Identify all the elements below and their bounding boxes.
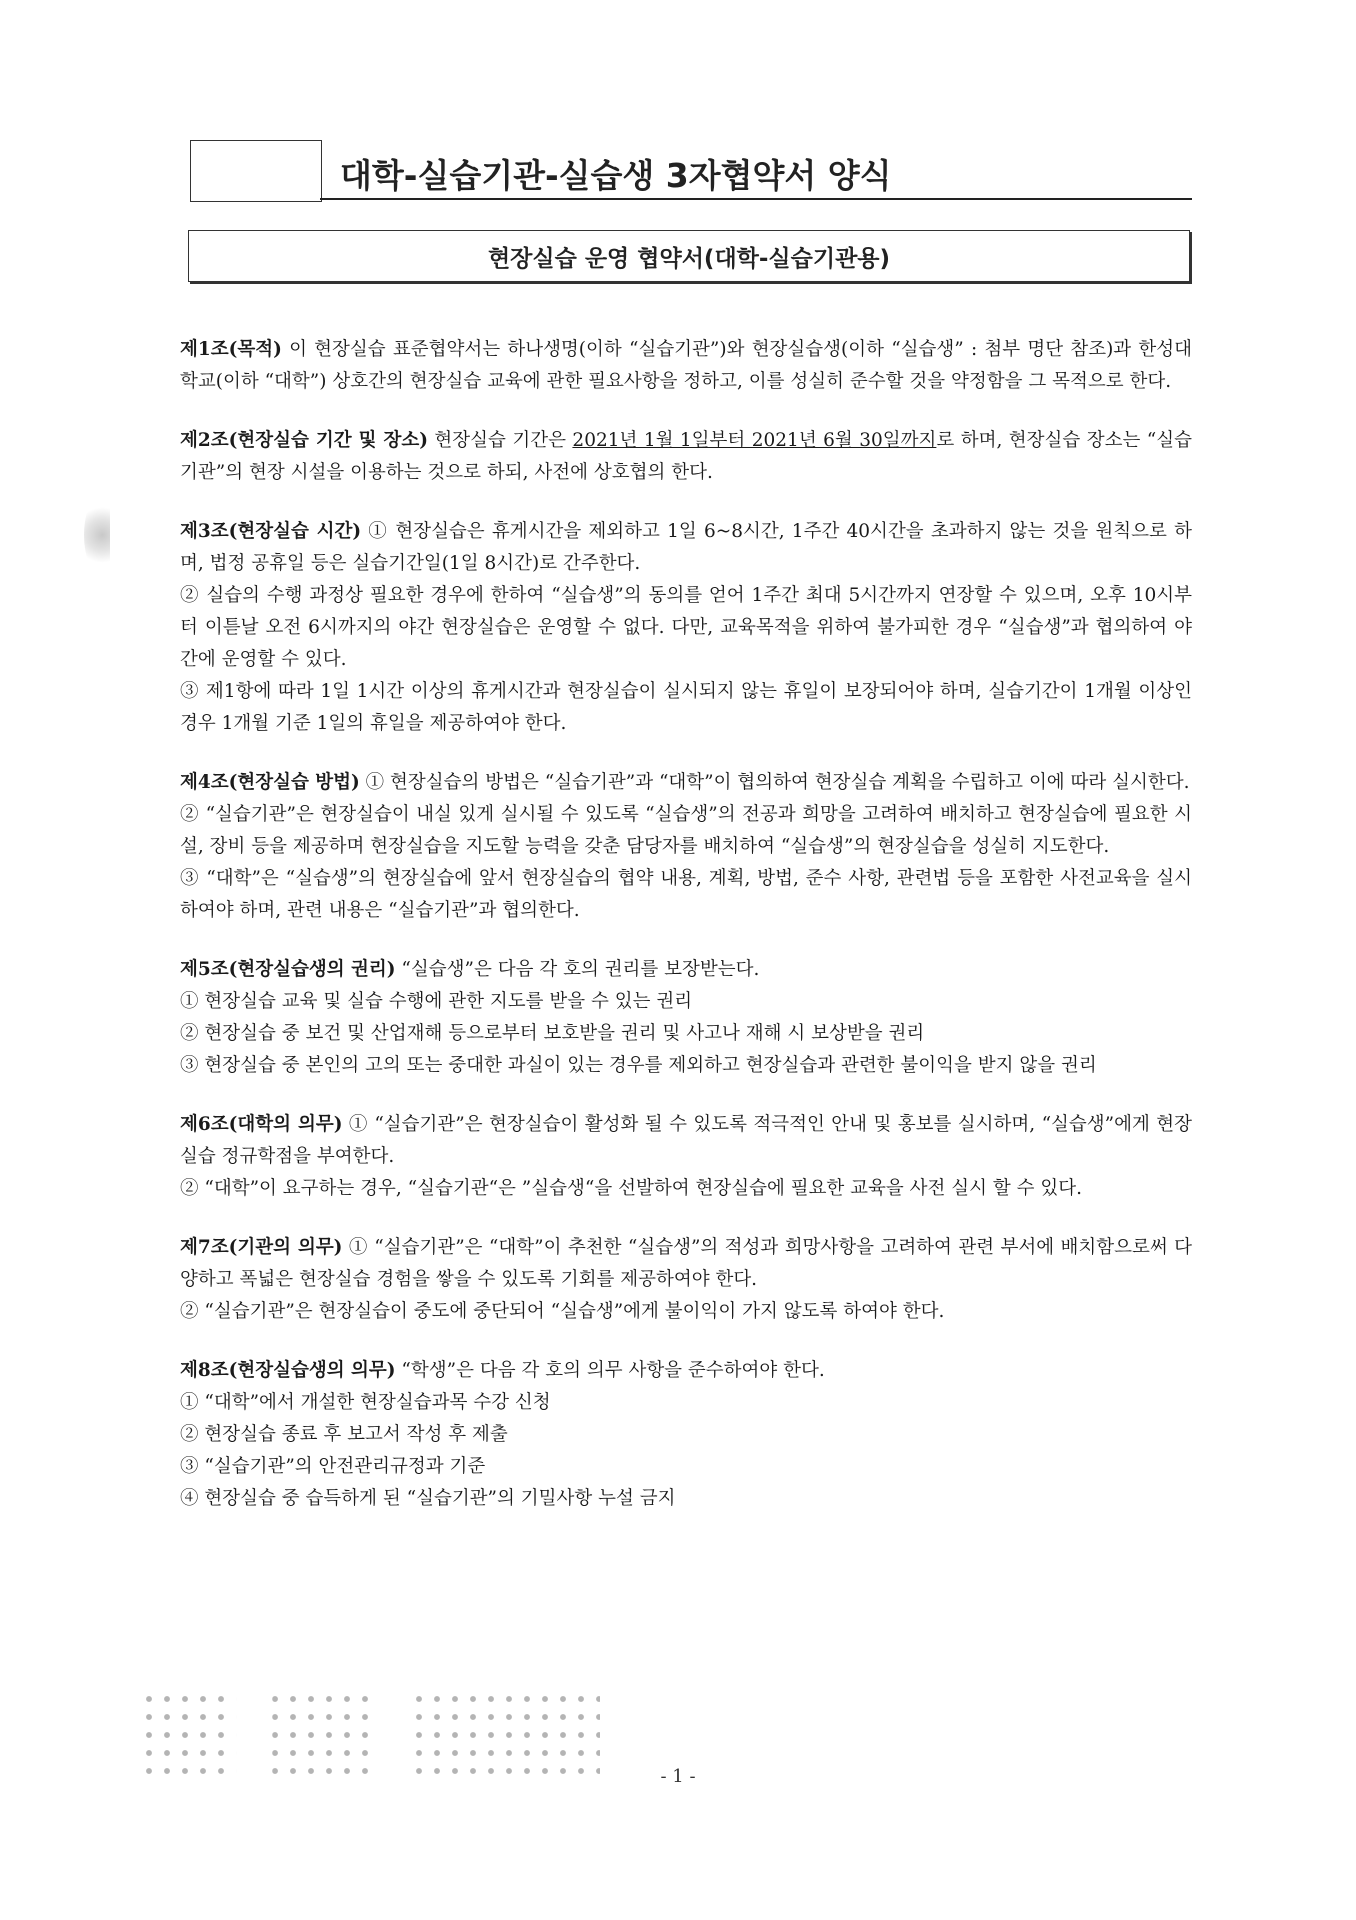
article-8-text-1: “학생”은 다음 각 호의 의무 사항을 준수하여야 한다. [395, 1360, 825, 1381]
article-7 [180, 1232, 1192, 1328]
article-6-clause-1 [180, 1109, 1192, 1173]
article-3-clause-3: ③ 제1항에 따라 1일 1시간 이상의 휴게시간과 현장실습이 실시되지 않는 휴일이 보장되어야 하며, 실습기간이 1개월 이상인 경우 1개월 기준 1일의 휴일을 제공하여야 한다. [180, 681, 1192, 734]
article-8-item-1: ① “대학”에서 개설한 현장실습과목 수강 신청 [180, 1392, 551, 1413]
article-1-paragraph [180, 334, 1192, 398]
article-8-item-2: ② 현장실습 종료 후 보고서 작성 후 제출 [180, 1424, 508, 1445]
article-5-text-1: “실습생”은 다음 각 호의 권리를 보장받는다. [395, 959, 760, 980]
article-8-heading: 제8조(현장실습생의 의무) [180, 1360, 396, 1381]
article-1-text: 이 현장실습 표준협약서는 하나생명(이하 “실습기관”)와 현장실습생(이하 “실습생” : 첨부 명단 참조)과 한성대학교(이하 “대학”) 상호간의 현장실습 교육에 관한 필요사항을 정하고, 이를 성실히 준수할 것을 약정함을 그 목적으로 한다. [180, 339, 1192, 392]
article-5 [180, 954, 1192, 1082]
article-3-text-1: ① 현장실습은 휴게시간을 제외하고 1일 6~8시간, 1주간 40시간을 초과하지 않는 것을 원칙으로 하며, 법정 공휴일 등은 실습기간일(1일 8시간)로 간주한다. [180, 521, 1192, 574]
agreement-body [180, 334, 1192, 1542]
article-4 [180, 767, 1192, 927]
document-title: 대학-실습기관-실습생 3자협약서 양식 [340, 156, 892, 195]
document-subtitle: 현장실습 운영 협약서(대학-실습기관용) [487, 245, 891, 272]
title-underline [320, 198, 1192, 200]
page-number: - 1 - [660, 1766, 696, 1787]
article-7-text-1: ① “실습기관”은 “대학”이 추천한 “실습생”의 적성과 희망사항을 고려하여 관련 부서에 배치함으로써 다양하고 폭넓은 현장실습 경험을 쌓을 수 있도록 기회를 제공하여야 한다. [180, 1237, 1192, 1290]
article-2-heading: 제2조(현장실습 기간 및 장소) [180, 430, 428, 451]
article-2-period: 2021년 1월 1일부터 2021년 6월 30일까지 [572, 430, 937, 451]
article-5-heading: 제5조(현장실습생의 권리) [180, 959, 396, 980]
article-3-clause-2: ② 실습의 수행 과정상 필요한 경우에 한하여 “실습생”의 동의를 얻어 1주간 최대 5시간까지 연장할 수 있으며, 오후 10시부터 이튿날 오전 6시까지의 야간 현장실습은 운영할 수 없다. 다만, 교육목적을 위하여 불가피한 경우 “실습생”과 협의하여 야간에 운영할 수 있다. [180, 585, 1192, 670]
article-1-heading: 제1조(목적) [180, 339, 282, 360]
article-8-item-3: ③ “실습기관”의 안전관리규정과 기준 [180, 1456, 486, 1477]
dot-pattern-watermark [140, 1690, 600, 1780]
article-2-text-post: 로 하며, 현장실습 장소는 “실습기관”의 현장 시설을 이용하는 것으로 하되, 사전에 상호협의 한다. [180, 430, 1192, 483]
article-5-item-1: ① 현장실습 교육 및 실습 수행에 관한 지도를 받을 수 있는 권리 [180, 991, 693, 1012]
subtitle-box [188, 230, 1190, 282]
article-4-clause-2: ② “실습기관”은 현장실습이 내실 있게 실시될 수 있도록 “실습생”의 전공과 희망을 고려하여 배치하고 현장실습에 필요한 시설, 장비 등을 제공하며 현장실습을 지도할 능력을 갖춘 담당자를 배치하여 “실습생”의 현장실습을 성실히 지도한다. [180, 804, 1192, 857]
article-3-heading: 제3조(현장실습 시간) [180, 521, 362, 542]
article-6-heading: 제6조(대학의 의무) [180, 1114, 343, 1135]
article-4-text-1: ① 현장실습의 방법은 “실습기관”과 “대학”이 협의하여 현장실습 계획을 수립하고 이에 따라 실시한다. [359, 772, 1190, 793]
article-1 [180, 334, 1192, 398]
article-2-text-pre: 현장실습 기간은 [427, 430, 573, 451]
article-4-heading: 제4조(현장실습 방법) [180, 772, 360, 793]
article-8 [180, 1355, 1192, 1515]
article-6-text-1: ① “실습기관”은 현장실습이 활성화 될 수 있도록 적극적인 안내 및 홍보를 실시하며, “실습생”에게 현장실습 정규학점을 부여한다. [180, 1114, 1192, 1167]
article-2-paragraph [180, 425, 1192, 489]
article-3-clause-1 [180, 516, 1192, 580]
seal-edge-mark [84, 500, 110, 570]
header-empty-box [190, 140, 322, 202]
article-4-clause-1 [180, 767, 1192, 799]
article-6-clause-2: ② “대학”이 요구하는 경우, “실습기관“은 ”실습생“을 선발하여 현장실습에 필요한 교육을 사전 실시 할 수 있다. [180, 1178, 1083, 1199]
article-5-item-2: ② 현장실습 중 보건 및 산업재해 등으로부터 보호받을 권리 및 사고나 재해 시 보상받을 권리 [180, 1023, 925, 1044]
article-2 [180, 425, 1192, 489]
article-7-clause-2: ② “실습기관”은 현장실습이 중도에 중단되어 “실습생”에게 불이익이 가지 않도록 하여야 한다. [180, 1301, 945, 1322]
article-3 [180, 516, 1192, 740]
article-7-clause-1 [180, 1232, 1192, 1296]
article-4-clause-3: ③ “대학”은 “실습생”의 현장실습에 앞서 현장실습의 협약 내용, 계획, 방법, 준수 사항, 관련법 등을 포함한 사전교육을 실시하여야 하며, 관련 내용은 “실습기관”과 협의한다. [180, 868, 1192, 921]
article-5-intro [180, 954, 1192, 986]
article-8-intro [180, 1355, 1192, 1387]
article-6 [180, 1109, 1192, 1205]
article-8-item-4: ④ 현장실습 중 습득하게 된 “실습기관”의 기밀사항 누설 금지 [180, 1488, 676, 1509]
article-7-heading: 제7조(기관의 의무) [180, 1237, 343, 1258]
article-5-item-3: ③ 현장실습 중 본인의 고의 또는 중대한 과실이 있는 경우를 제외하고 현장실습과 관련한 불이익을 받지 않을 권리 [180, 1055, 1097, 1076]
